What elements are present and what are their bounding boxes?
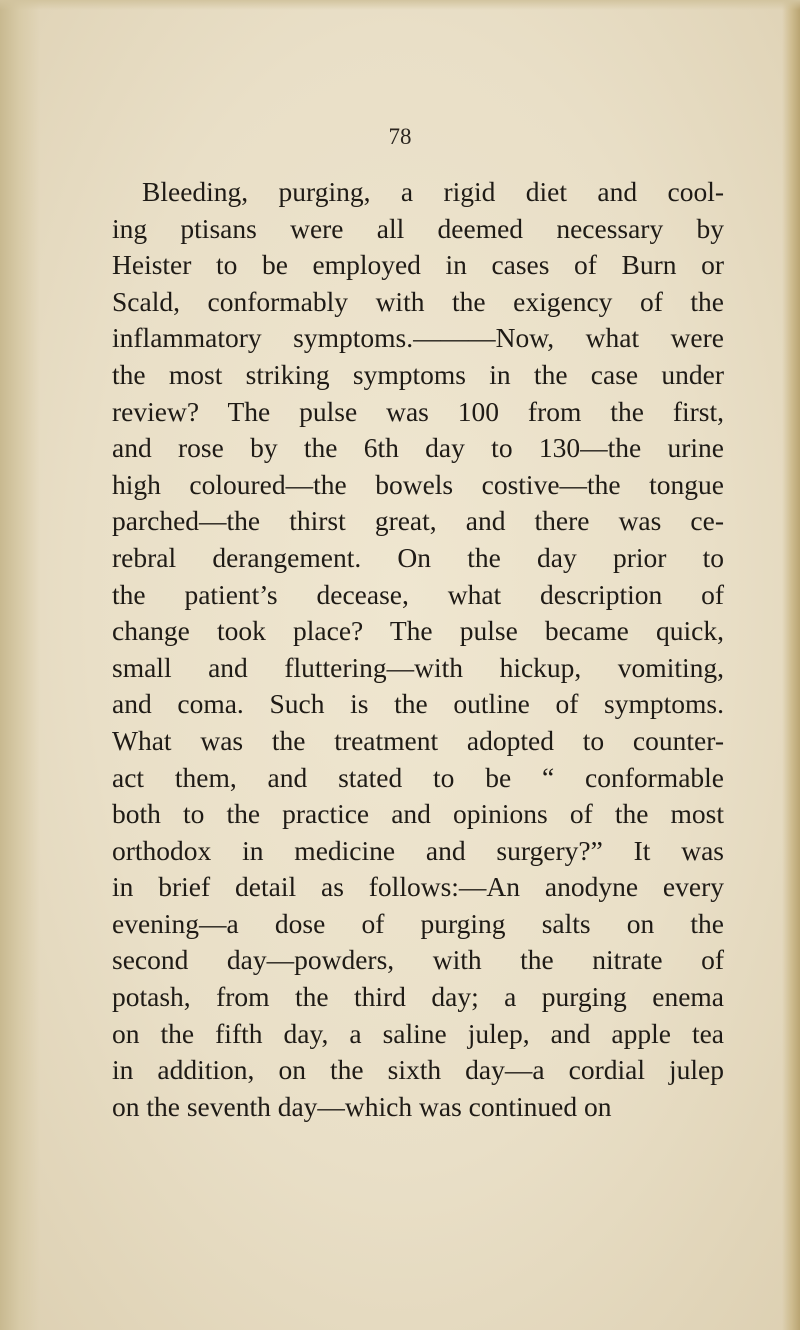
text-line: and coma. Such is the outline of symptoms.	[112, 688, 724, 720]
text-line: Bleeding, purging, a rigid diet and cool-	[142, 176, 724, 207]
text-line: in addition, on the sixth day—a cordial julep	[112, 1054, 724, 1086]
text-line: review? The pulse was 100 from the first,	[112, 395, 724, 427]
text-line: orthodox in medicine and surgery?” It was	[112, 834, 724, 866]
body-text	[112, 174, 724, 1125]
text-line: rebral derangement. On the day prior to	[112, 541, 724, 573]
text-line: second day—powders, with the nitrate of	[112, 944, 724, 976]
text-line: What was the treatment adopted to counter-	[112, 724, 724, 756]
text-line: the most striking symptoms in the case under	[112, 358, 724, 390]
page-number: 78	[388, 124, 412, 149]
text-line: Heister to be employed in cases of Burn or	[112, 249, 724, 281]
text-line: act them, and stated to be “ conformable	[112, 761, 724, 793]
text-line: evening—a dose of purging salts on the	[112, 907, 724, 939]
text-line: in brief detail as follows:—An anodyne every	[112, 871, 724, 903]
page-right-edge-shadow	[782, 0, 800, 1330]
text-line: the patient’s decease, what description of	[112, 578, 724, 610]
text-line: high coloured—the bowels costive—the tongue	[112, 468, 724, 500]
text-line: on the seventh day—which was continued on	[112, 1090, 612, 1122]
text-line: and rose by the 6th day to 130—the urine	[112, 432, 724, 464]
text-line: on the fifth day, a saline julep, and apple tea	[112, 1017, 724, 1049]
page-left-edge-shadow	[0, 0, 40, 1330]
text-line: potash, from the third day; a purging enema	[112, 981, 724, 1013]
text-line: both to the practice and opinions of the most	[112, 798, 724, 830]
text-line: small and fluttering—with hickup, vomiting,	[112, 651, 724, 683]
text-line: change took place? The pulse became quick,	[112, 615, 724, 647]
text-line: inflammatory symptoms.———Now, what were	[112, 322, 724, 354]
text-line: Scald, conformably with the exigency of the	[112, 285, 724, 317]
page-top-edge-shadow	[0, 0, 800, 10]
text-line: parched—the thirst great, and there was ce-	[112, 505, 724, 537]
text-line: ing ptisans were all deemed necessary by	[112, 212, 724, 244]
